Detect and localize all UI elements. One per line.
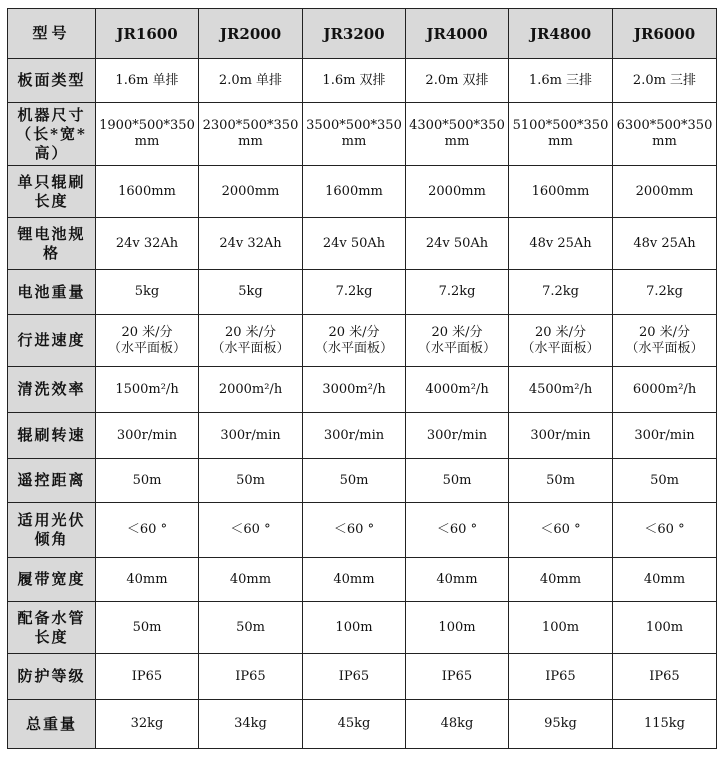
spec-row	[8, 270, 717, 315]
spec-value: 300r/min	[406, 413, 509, 459]
spec-value: 1.6m 双排	[303, 59, 406, 103]
spec-value: 40mm	[613, 558, 717, 602]
spec-value: ＜60 °	[509, 503, 613, 558]
spec-value: 32kg	[96, 700, 199, 749]
row-label: 总重量	[8, 700, 96, 749]
spec-value: 2000mm	[613, 166, 717, 218]
spec-value: 50m	[199, 602, 303, 654]
row-label: 单只辊刷 长度	[8, 166, 96, 218]
spec-value: 3500*500*350 mm	[303, 103, 406, 166]
spec-value: ＜60 °	[96, 503, 199, 558]
spec-value: 1900*500*350 mm	[96, 103, 199, 166]
spec-value: 48v 25Ah	[613, 218, 717, 270]
spec-value: 2.0m 单排	[199, 59, 303, 103]
model-header: JR3200	[303, 9, 406, 59]
spec-value: 4500m²/h	[509, 367, 613, 413]
spec-value: 40mm	[96, 558, 199, 602]
row-label: 辊刷转速	[8, 413, 96, 459]
spec-value: 300r/min	[613, 413, 717, 459]
spec-value: 24v 50Ah	[303, 218, 406, 270]
model-header: JR1600	[96, 9, 199, 59]
header-row	[8, 9, 717, 59]
model-header: JR4000	[406, 9, 509, 59]
row-label: 履带宽度	[8, 558, 96, 602]
spec-row	[8, 413, 717, 459]
spec-value: 40mm	[406, 558, 509, 602]
row-label: 电池重量	[8, 270, 96, 315]
spec-value: 50m	[96, 459, 199, 503]
row-label: 遥控距离	[8, 459, 96, 503]
spec-value: 300r/min	[509, 413, 613, 459]
row-label: 板面类型	[8, 59, 96, 103]
spec-value: 7.2kg	[613, 270, 717, 315]
spec-row	[8, 218, 717, 270]
spec-value: 100m	[509, 602, 613, 654]
spec-value: IP65	[509, 654, 613, 700]
spec-value: IP65	[199, 654, 303, 700]
row-label: 机器尺寸 （长*宽* 高）	[8, 103, 96, 166]
spec-value: 300r/min	[199, 413, 303, 459]
spec-value: 2000mm	[199, 166, 303, 218]
header-label: 型号	[8, 9, 96, 59]
model-header: JR6000	[613, 9, 717, 59]
spec-value: 1.6m 单排	[96, 59, 199, 103]
spec-value: 4000m²/h	[406, 367, 509, 413]
spec-value: 24v 50Ah	[406, 218, 509, 270]
spec-row	[8, 315, 717, 367]
spec-value: ＜60 °	[199, 503, 303, 558]
spec-value: 40mm	[509, 558, 613, 602]
spec-value: 20 米/分 （水平面板）	[406, 315, 509, 367]
spec-value: 6000m²/h	[613, 367, 717, 413]
spec-value: 50m	[96, 602, 199, 654]
spec-value: 2.0m 三排	[613, 59, 717, 103]
spec-value: 24v 32Ah	[199, 218, 303, 270]
spec-value: IP65	[613, 654, 717, 700]
spec-value: 1500m²/h	[96, 367, 199, 413]
spec-value: 34kg	[199, 700, 303, 749]
spec-value: 100m	[406, 602, 509, 654]
spec-value: 1.6m 三排	[509, 59, 613, 103]
row-label: 防护等级	[8, 654, 96, 700]
spec-value: 20 米/分 （水平面板）	[509, 315, 613, 367]
spec-value: 95kg	[509, 700, 613, 749]
spec-row	[8, 654, 717, 700]
spec-row	[8, 602, 717, 654]
row-label: 配备水管 长度	[8, 602, 96, 654]
row-label: 适用光伏 倾角	[8, 503, 96, 558]
spec-row	[8, 503, 717, 558]
spec-value: 20 米/分 （水平面板）	[96, 315, 199, 367]
spec-value: ＜60 °	[303, 503, 406, 558]
spec-value: ＜60 °	[613, 503, 717, 558]
spec-value: 20 米/分 （水平面板）	[303, 315, 406, 367]
spec-value: 50m	[613, 459, 717, 503]
spec-value: 5kg	[199, 270, 303, 315]
spec-row	[8, 367, 717, 413]
spec-value: 7.2kg	[303, 270, 406, 315]
spec-value: 7.2kg	[509, 270, 613, 315]
spec-value: 20 米/分 （水平面板）	[199, 315, 303, 367]
spec-value: 45kg	[303, 700, 406, 749]
spec-value: 5kg	[96, 270, 199, 315]
spec-value: 2.0m 双排	[406, 59, 509, 103]
spec-value: IP65	[303, 654, 406, 700]
row-label: 锂电池规 格	[8, 218, 96, 270]
spec-value: 50m	[406, 459, 509, 503]
spec-row	[8, 700, 717, 749]
spec-value: 40mm	[303, 558, 406, 602]
spec-value: 20 米/分 （水平面板）	[613, 315, 717, 367]
spec-value: 2000mm	[406, 166, 509, 218]
spec-value: IP65	[96, 654, 199, 700]
spec-row	[8, 166, 717, 218]
spec-value: 1600mm	[303, 166, 406, 218]
spec-value: 48v 25Ah	[509, 218, 613, 270]
spec-row	[8, 103, 717, 166]
spec-value: 5100*500*350 mm	[509, 103, 613, 166]
spec-row	[8, 459, 717, 503]
spec-value: 3000m²/h	[303, 367, 406, 413]
spec-table	[7, 8, 717, 749]
spec-value: IP65	[406, 654, 509, 700]
spec-value: 50m	[509, 459, 613, 503]
spec-row	[8, 558, 717, 602]
spec-value: ＜60 °	[406, 503, 509, 558]
spec-value: 50m	[199, 459, 303, 503]
spec-row	[8, 59, 717, 103]
spec-value: 48kg	[406, 700, 509, 749]
model-header: JR2000	[199, 9, 303, 59]
spec-value: 300r/min	[303, 413, 406, 459]
spec-value: 6300*500*350 mm	[613, 103, 717, 166]
spec-value: 100m	[613, 602, 717, 654]
spec-value: 24v 32Ah	[96, 218, 199, 270]
spec-value: 2000m²/h	[199, 367, 303, 413]
spec-value: 4300*500*350 mm	[406, 103, 509, 166]
spec-value: 2300*500*350 mm	[199, 103, 303, 166]
spec-value: 300r/min	[96, 413, 199, 459]
row-label: 行进速度	[8, 315, 96, 367]
spec-value: 115kg	[613, 700, 717, 749]
spec-value: 50m	[303, 459, 406, 503]
model-header: JR4800	[509, 9, 613, 59]
row-label: 清洗效率	[8, 367, 96, 413]
spec-value: 40mm	[199, 558, 303, 602]
spec-value: 100m	[303, 602, 406, 654]
spec-value: 1600mm	[509, 166, 613, 218]
spec-value: 7.2kg	[406, 270, 509, 315]
spec-value: 1600mm	[96, 166, 199, 218]
